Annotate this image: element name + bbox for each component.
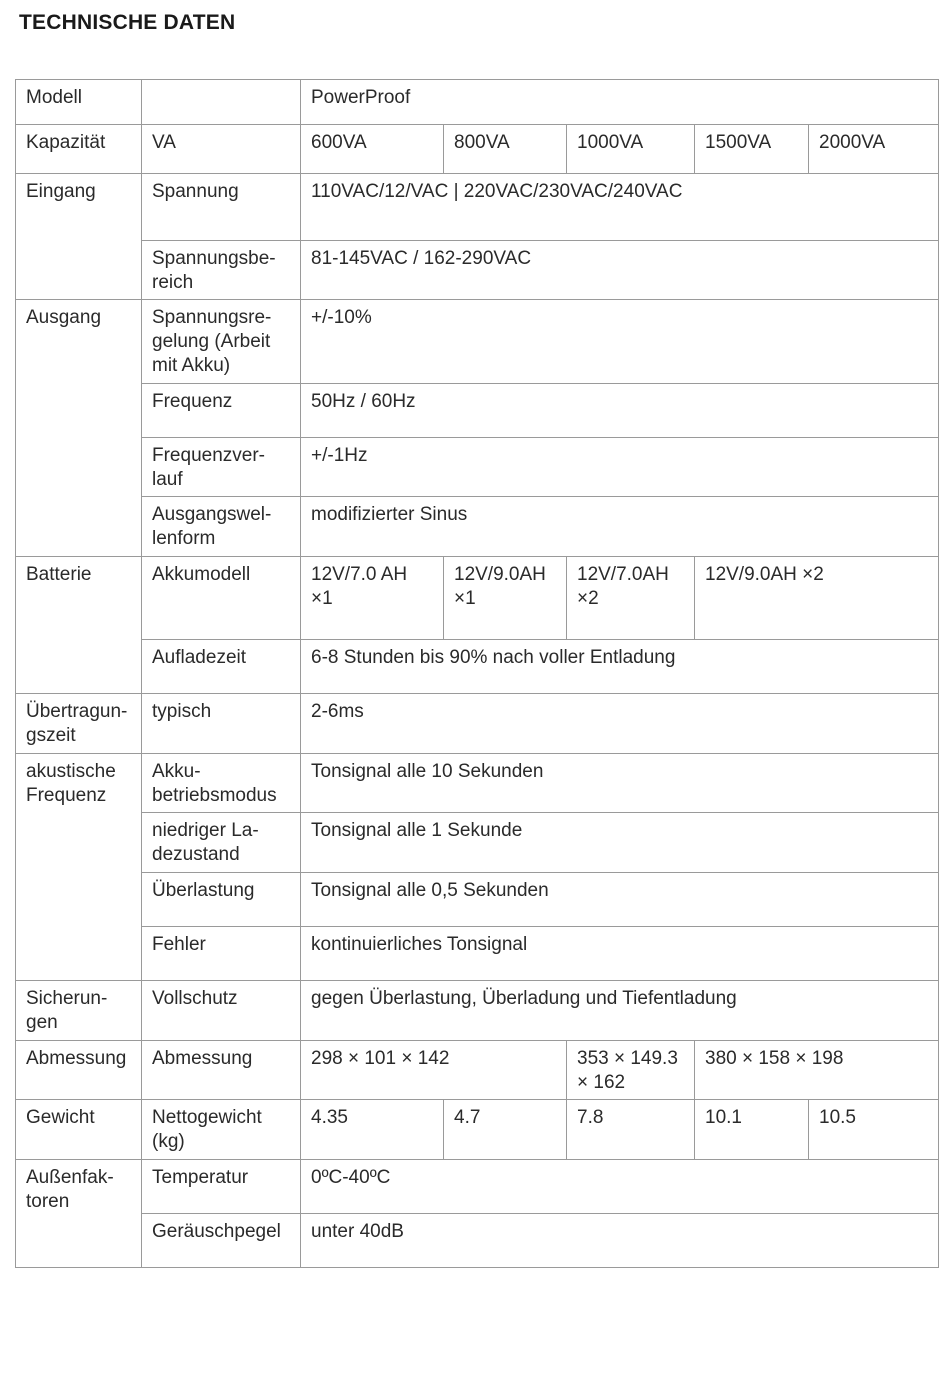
- sub-label: Aufladezeit: [142, 640, 301, 694]
- value-cell: 110VAC/12/VAC | 220VAC/230VAC/240VAC: [301, 174, 939, 241]
- value-cell: 2-6ms: [301, 694, 939, 754]
- sub-label: Abmessung: [142, 1041, 301, 1100]
- sub-label: VA: [142, 125, 301, 174]
- value-cell: 298 × 101 × 142: [301, 1041, 567, 1100]
- page-title: TECHNISCHE DATEN: [19, 11, 236, 34]
- sub-label: Geräuschpegel: [142, 1214, 301, 1268]
- sub-label: Spannung: [142, 174, 301, 241]
- sub-label: [142, 80, 301, 125]
- sub-label: Akku- betriebsmodus: [142, 754, 301, 813]
- sub-label: Akkumodell: [142, 557, 301, 640]
- sub-label: Spannungsre- gelung (Arbeit mit Akku): [142, 300, 301, 384]
- value-cell: 0ºC-40ºC: [301, 1160, 939, 1214]
- value-cell: 2000VA: [809, 125, 939, 174]
- row-gewicht: [16, 1100, 939, 1160]
- row-ausgang-frequenz: [16, 384, 939, 438]
- value-cell: 7.8: [567, 1100, 695, 1160]
- value-cell: Tonsignal alle 0,5 Sekunden: [301, 873, 939, 927]
- row-ausgang-regelung: [16, 300, 939, 384]
- sub-label: Vollschutz: [142, 981, 301, 1041]
- row-eingang-spannung: [16, 174, 939, 241]
- row-akustisch-akkubetrieb: [16, 754, 939, 813]
- value-cell: 1000VA: [567, 125, 695, 174]
- value-cell: 12V/7.0 AH ×1: [301, 557, 444, 640]
- value-cell: PowerProof: [301, 80, 939, 125]
- spec-table: [15, 79, 939, 1268]
- value-cell: 81-145VAC / 162-290VAC: [301, 241, 939, 300]
- value-cell: unter 40dB: [301, 1214, 939, 1268]
- row-akustisch-fehler: [16, 927, 939, 981]
- value-cell: 4.7: [444, 1100, 567, 1160]
- group-label: Übertragun- gszeit: [16, 694, 142, 754]
- row-eingang-spannungsbereich: [16, 241, 939, 300]
- group-label: Gewicht: [16, 1100, 142, 1160]
- sub-label: Fehler: [142, 927, 301, 981]
- value-cell: 10.1: [695, 1100, 809, 1160]
- value-cell: kontinuierliches Tonsignal: [301, 927, 939, 981]
- value-cell: Tonsignal alle 10 Sekunden: [301, 754, 939, 813]
- value-cell: 1500VA: [695, 125, 809, 174]
- sub-label: Ausgangswel- lenform: [142, 497, 301, 557]
- value-cell: 4.35: [301, 1100, 444, 1160]
- value-cell: 12V/7.0AH ×2: [567, 557, 695, 640]
- sub-label: Überlastung: [142, 873, 301, 927]
- group-label: Sicherun- gen: [16, 981, 142, 1041]
- value-cell: 6-8 Stunden bis 90% nach voller Entladung: [301, 640, 939, 694]
- group-label: Abmessung: [16, 1041, 142, 1100]
- value-cell: modifizierter Sinus: [301, 497, 939, 557]
- value-cell: 380 × 158 × 198: [695, 1041, 939, 1100]
- row-aussen-geraeusch: [16, 1214, 939, 1268]
- sub-label: Frequenz: [142, 384, 301, 438]
- row-ausgang-wellenform: [16, 497, 939, 557]
- value-cell: 353 × 149.3 × 162: [567, 1041, 695, 1100]
- row-batterie-aufladezeit: [16, 640, 939, 694]
- sub-label: niedriger La- dezustand: [142, 813, 301, 873]
- group-label: Eingang: [16, 174, 142, 300]
- sub-label: Nettogewicht (kg): [142, 1100, 301, 1160]
- value-cell: 10.5: [809, 1100, 939, 1160]
- row-akustisch-ladezustand: [16, 813, 939, 873]
- group-label: Modell: [16, 80, 142, 125]
- row-sicherungen: [16, 981, 939, 1041]
- value-cell: 12V/9.0AH ×2: [695, 557, 939, 640]
- group-label: Ausgang: [16, 300, 142, 557]
- row-uebertragungszeit: [16, 694, 939, 754]
- value-cell: 50Hz / 60Hz: [301, 384, 939, 438]
- row-ausgang-frequenzverlauf: [16, 438, 939, 497]
- sub-label: Frequenzver- lauf: [142, 438, 301, 497]
- row-aussen-temperatur: [16, 1160, 939, 1214]
- value-cell: 800VA: [444, 125, 567, 174]
- group-label: Kapazität: [16, 125, 142, 174]
- sub-label: Temperatur: [142, 1160, 301, 1214]
- value-cell: Tonsignal alle 1 Sekunde: [301, 813, 939, 873]
- value-cell: +/-10%: [301, 300, 939, 384]
- row-batterie-akkumodell: [16, 557, 939, 640]
- sub-label: typisch: [142, 694, 301, 754]
- row-akustisch-ueberlastung: [16, 873, 939, 927]
- value-cell: 600VA: [301, 125, 444, 174]
- value-cell: gegen Überlastung, Überladung und Tiefentladung: [301, 981, 939, 1041]
- sub-label: Spannungsbe- reich: [142, 241, 301, 300]
- row-kapazitaet: [16, 125, 939, 174]
- row-modell: [16, 80, 939, 125]
- row-abmessung: [16, 1041, 939, 1100]
- value-cell: 12V/9.0AH ×1: [444, 557, 567, 640]
- group-label: Batterie: [16, 557, 142, 694]
- group-label: akustische Frequenz: [16, 754, 142, 981]
- value-cell: +/-1Hz: [301, 438, 939, 497]
- group-label: Außenfak- toren: [16, 1160, 142, 1268]
